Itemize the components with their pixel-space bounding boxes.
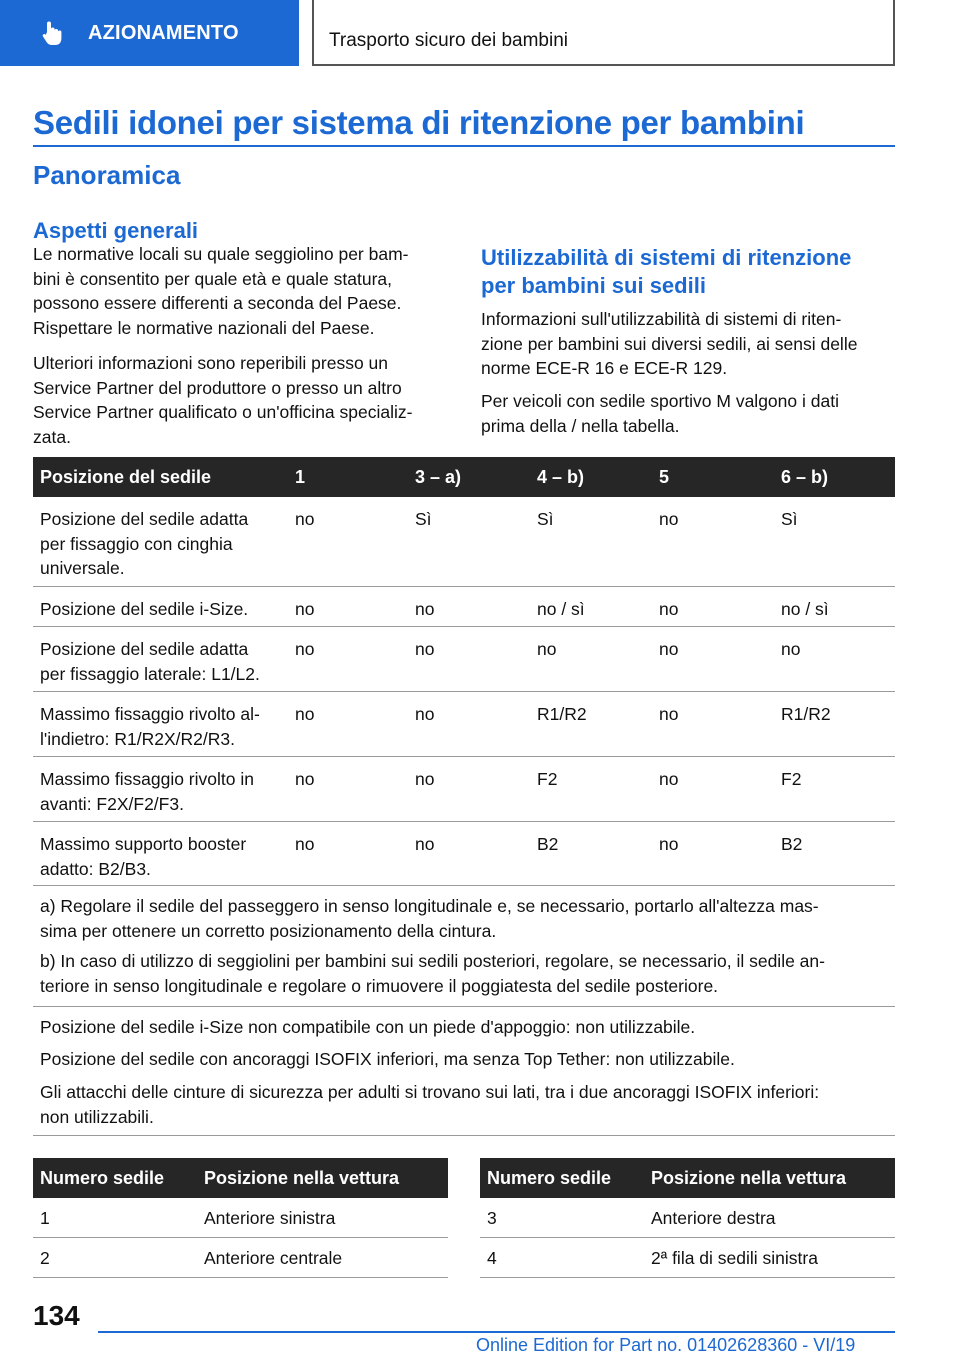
- table-cell: no: [659, 599, 679, 619]
- table-row: [33, 822, 895, 886]
- table-cell: no: [537, 639, 557, 659]
- breadcrumb-text: Trasporto sicuro dei bambini: [329, 30, 569, 51]
- row-label: Massimo supporto booster adatto: B2/B3.: [40, 834, 247, 879]
- table-row: [480, 1198, 895, 1238]
- table-cell: no: [781, 639, 801, 659]
- table-cell: no: [295, 834, 315, 854]
- column-header: Posizione del sedile: [40, 467, 212, 487]
- table-cell: no: [415, 834, 435, 854]
- table-cell: 2: [40, 1248, 50, 1268]
- page-title: Sedili idonei per sistema di ritenzione per bambini: [33, 104, 805, 141]
- column-header: 4 – b): [537, 467, 585, 487]
- page-header: [0, 0, 960, 66]
- usability-heading: Utilizzabilità di sistemi di ritenzione per bambini sui sedili: [481, 245, 852, 298]
- table-cell: no: [659, 704, 679, 724]
- table-row: [33, 587, 895, 627]
- note-item: Posizione del sedile con ancoraggi ISOFIX inferiori, ma senza Top Tether: non utilizzabile.: [40, 1049, 735, 1069]
- table-row: [33, 1198, 448, 1238]
- table-row: [480, 1238, 895, 1278]
- column-header: Numero sedile: [40, 1168, 165, 1188]
- row-label: Posizione del sedile i-Size.: [40, 599, 249, 619]
- footnote-b: b) In caso di utilizzo di seggiolini per bambini sui sedili posteriori, regolare, se necessario, il sedile an- teriore in senso longitudinale e regolare o rimuovere il poggiatesta del sedile posteriore.: [40, 951, 825, 996]
- general-aspects-heading: Aspetti generali: [33, 218, 199, 243]
- table-cell: no: [415, 599, 435, 619]
- table-cell: no: [295, 769, 315, 789]
- footnote-a: a) Regolare il sedile del passeggero in senso longitudinale e, se necessario, portarlo all'altezza mas- sima per ottenere un corretto posizionamento della cintura.: [40, 896, 819, 941]
- table-row: [33, 692, 895, 757]
- note-item: Posizione del sedile i-Size non compatibile con un piede d'appoggio: non utilizzabile.: [40, 1017, 696, 1037]
- column-header: Numero sedile: [487, 1168, 612, 1188]
- title-divider: [33, 145, 895, 147]
- section-heading: Panoramica: [33, 160, 181, 190]
- table-row: [33, 1238, 448, 1278]
- note-item: Gli attacchi delle cinture di sicurezza per adulti si trovano sui lati, tra i due ancoraggi ISOFIX inferiori: non utilizzabili.: [40, 1082, 820, 1127]
- table-cell: B2: [537, 834, 559, 854]
- table-cell: no: [415, 769, 435, 789]
- seat-number-table-right: [480, 1158, 895, 1278]
- row-label: Posizione del sedile adatta per fissaggio con cinghia universale.: [40, 509, 249, 578]
- general-aspects-para-2: Ulteriori informazioni sono reperibili presso un Service Partner del produttore o presso un altro Service Partner qualificato o un'officina specializ- zata.: [33, 353, 413, 447]
- table-cell: no: [659, 769, 679, 789]
- table-cell: no: [659, 834, 679, 854]
- table-cell: no: [295, 509, 315, 529]
- table-header: [480, 1158, 895, 1198]
- table-cell: no / sì: [537, 599, 585, 619]
- table-cell: no: [295, 704, 315, 724]
- general-aspects-para-1: Le normative locali su quale seggiolino per bam- bini è consentito per quale età e quale statura, possono essere differenti a seconda del Paese. Rispettare le normative nazionali del Paese.: [33, 244, 409, 338]
- table-cell: R1/R2: [781, 704, 831, 724]
- table-cell: Anteriore centrale: [204, 1248, 343, 1268]
- table-header: [33, 1158, 448, 1198]
- table-cell: 1: [40, 1208, 50, 1228]
- breadcrumb: [312, 0, 895, 66]
- table-cell: no: [415, 704, 435, 724]
- column-header: Posizione nella vettura: [651, 1168, 847, 1188]
- hand-pointer-icon: [38, 18, 68, 48]
- column-header: 5: [659, 467, 670, 487]
- table-cell: Sì: [415, 509, 432, 529]
- page-number: 134: [33, 1300, 80, 1331]
- table-cell: 3: [487, 1208, 497, 1228]
- table-cell: Anteriore destra: [651, 1208, 776, 1228]
- table-cell: 4: [487, 1248, 497, 1268]
- table-header: [33, 457, 895, 497]
- usability-para-1: Informazioni sull'utilizzabilità di sistemi di riten- zione per bambini sui diversi sedili, ai sensi delle norme ECE-R 16 e ECE-R 129.: [481, 309, 858, 378]
- seat-number-table-left: [33, 1158, 448, 1278]
- column-header: 6 – b): [781, 467, 829, 487]
- table-cell: F2: [781, 769, 802, 789]
- table-cell: Sì: [537, 509, 554, 529]
- table-cell: 2ª fila di sedili sinistra: [651, 1248, 818, 1268]
- table-row: [33, 757, 895, 822]
- table-notes: [33, 1007, 895, 1136]
- section-tab[interactable]: [0, 0, 299, 66]
- footer-divider: [98, 1331, 895, 1333]
- table-cell: no: [659, 509, 679, 529]
- table-cell: R1/R2: [537, 704, 587, 724]
- table-row: [33, 627, 895, 692]
- table-cell: no: [659, 639, 679, 659]
- row-label: Massimo fissaggio rivolto in avanti: F2X/F2/F3.: [40, 769, 254, 814]
- table-cell: no: [415, 639, 435, 659]
- usability-para-2: Per veicoli con sedile sportivo M valgono i dati prima della / nella tabella.: [481, 391, 839, 436]
- column-header: 3 – a): [415, 467, 462, 487]
- row-label: Posizione del sedile adatta per fissaggio laterale: L1/L2.: [40, 639, 260, 684]
- table-footnotes: [33, 886, 895, 1007]
- section-tab-label: AZIONAMENTO: [88, 22, 239, 44]
- table-cell: no: [295, 599, 315, 619]
- footer-edition: Online Edition for Part no. 01402628360 - VI/19: [476, 1335, 856, 1355]
- table-cell: Anteriore sinistra: [204, 1208, 336, 1228]
- seat-suitability-table: [33, 457, 895, 886]
- table-cell: no / sì: [781, 599, 829, 619]
- table-cell: no: [295, 639, 315, 659]
- column-header: 1: [295, 467, 306, 487]
- table-row: [33, 497, 895, 587]
- table-cell: Sì: [781, 509, 798, 529]
- table-cell: F2: [537, 769, 558, 789]
- column-header: Posizione nella vettura: [204, 1168, 400, 1188]
- row-label: Massimo fissaggio rivolto al- l'indietro: R1/R2X/R2/R3.: [40, 704, 260, 749]
- table-cell: B2: [781, 834, 803, 854]
